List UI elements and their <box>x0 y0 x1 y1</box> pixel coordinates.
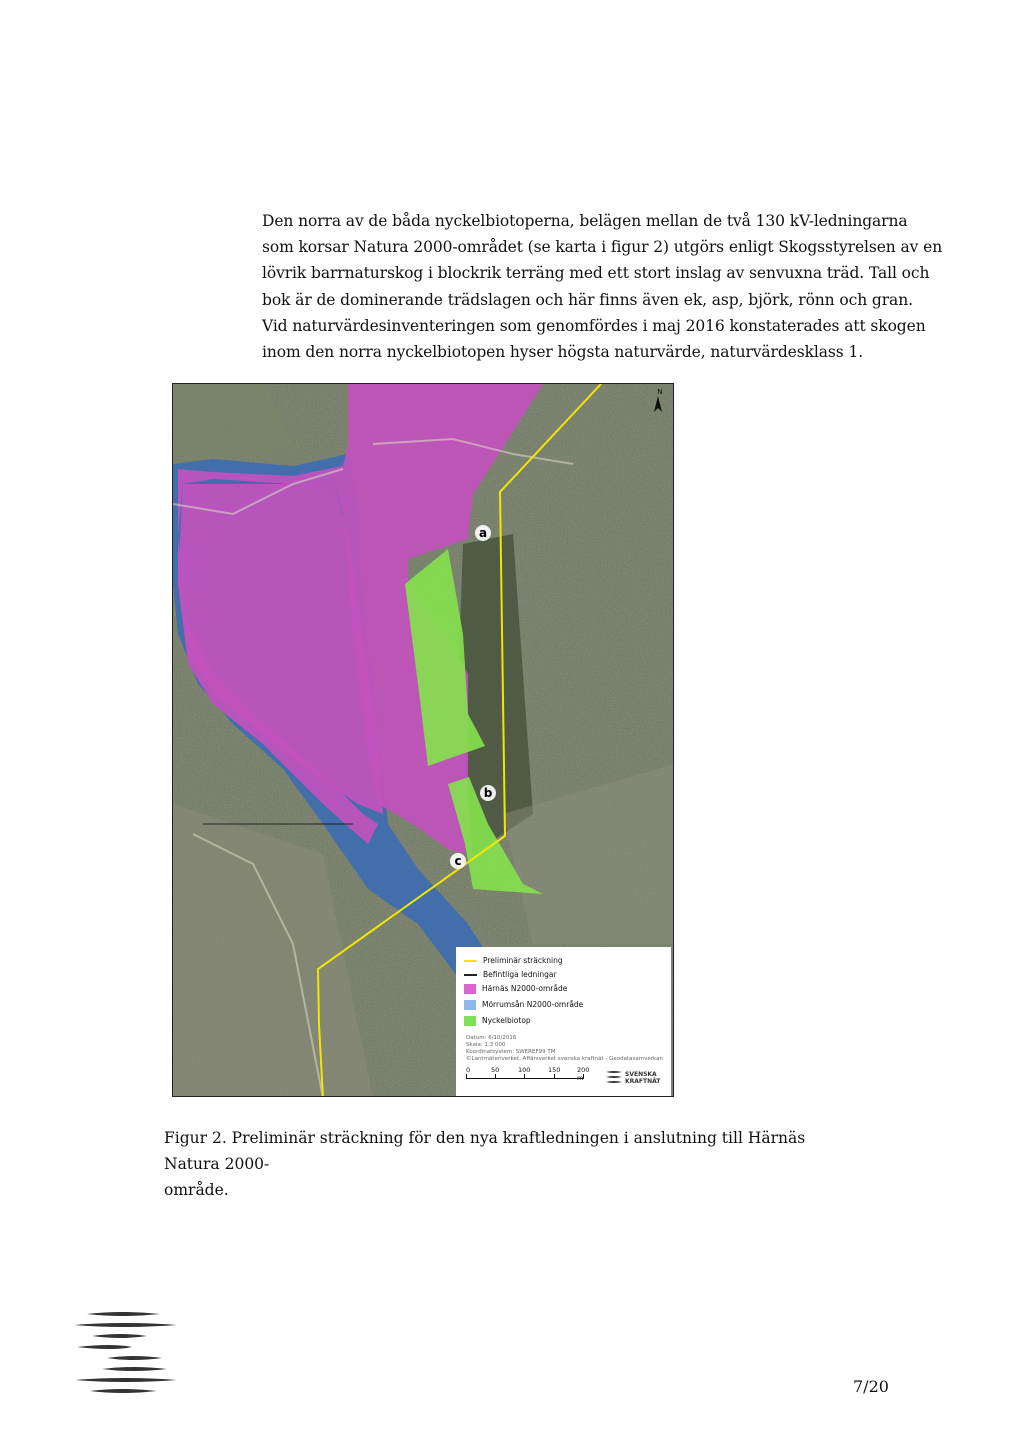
paragraph-line: Vid naturvärdesinventeringen som genomfördes i maj 2016 konstaterades att skogen <box>262 316 926 335</box>
legend-item <box>464 983 567 995</box>
kraftnat-logo-icon <box>606 1071 622 1083</box>
body-paragraph <box>262 208 943 365</box>
figure-caption <box>164 1125 864 1203</box>
yellow-line-icon <box>464 960 477 962</box>
meta-date: Datum: 6/10/2016 <box>466 1035 517 1041</box>
map-metadata <box>466 1035 663 1063</box>
svenska-kraftnat-footer-logo-icon <box>72 1310 182 1400</box>
logo-text: KRAFTNÄT <box>625 1078 661 1085</box>
scale-label: 200 m <box>577 1066 590 1082</box>
legend-item <box>464 969 557 981</box>
site-label-c: c <box>450 853 466 869</box>
scale-bar <box>466 1066 596 1092</box>
black-line-icon <box>464 974 477 976</box>
logo-text: SVENSKA <box>625 1071 657 1078</box>
blue-swatch-icon <box>464 1000 476 1010</box>
legend-item <box>464 955 563 967</box>
meta-coordinate-system: Koordinatsystem: SWEREF99 TM <box>466 1049 556 1055</box>
caption-line: Figur 2. Preliminär sträckning för den nya kraftledningen i anslutning till Härnäs Natura 2000- <box>164 1129 806 1173</box>
paragraph-line: inom den norra nyckelbiotopen hyser högsta naturvärde, naturvärdesklass 1. <box>262 343 864 362</box>
legend-item <box>464 1015 531 1027</box>
page-number: 7/20 <box>853 1377 889 1396</box>
scale-label: 150 <box>548 1066 561 1074</box>
legend-label: Preliminär sträckning <box>483 956 563 965</box>
meta-copyright: ©Lantmäteriverket, Affärsverket svenska kraftnät - Geodatasamverkan <box>466 1056 663 1062</box>
meta-scale: Skala: 1:3 000 <box>466 1042 506 1048</box>
legend-label: Nyckelbiotop <box>482 1016 531 1025</box>
site-label-a: a <box>475 525 491 541</box>
north-label: N <box>657 388 663 396</box>
paragraph-line: Den norra av de båda nyckelbiotoperna, belägen mellan de två 130 kV-ledningarna <box>262 212 908 230</box>
magenta-swatch-icon <box>464 984 476 994</box>
paragraph-line: bok är de dominerande trädslagen och här finns även ek, asp, björk, rönn och gran. <box>262 290 913 309</box>
map-figure <box>172 383 674 1097</box>
green-swatch-icon <box>464 1016 476 1026</box>
legend-item <box>464 999 583 1011</box>
map-legend <box>456 947 671 1096</box>
north-arrow-icon <box>653 388 667 416</box>
site-label-b: b <box>480 785 496 801</box>
scale-label: 100 <box>518 1066 531 1074</box>
caption-line: område. <box>164 1181 229 1199</box>
svenska-kraftnat-logo <box>606 1071 666 1091</box>
legend-label: Härnäs N2000-område <box>482 984 568 993</box>
paragraph-line: som korsar Natura 2000-området (se karta i figur 2) utgörs enligt Skogsstyrelsen av en <box>262 238 943 257</box>
paragraph-line: lövrik barrnaturskog i blockrik terräng med ett stort inslag av senvuxna träd. Tall och <box>262 264 930 283</box>
scale-label: 50 <box>491 1066 500 1074</box>
legend-label: Mörrumsån N2000-område <box>482 1000 584 1009</box>
scale-label: 0 <box>466 1066 471 1074</box>
legend-label: Befintliga ledningar <box>483 970 557 979</box>
